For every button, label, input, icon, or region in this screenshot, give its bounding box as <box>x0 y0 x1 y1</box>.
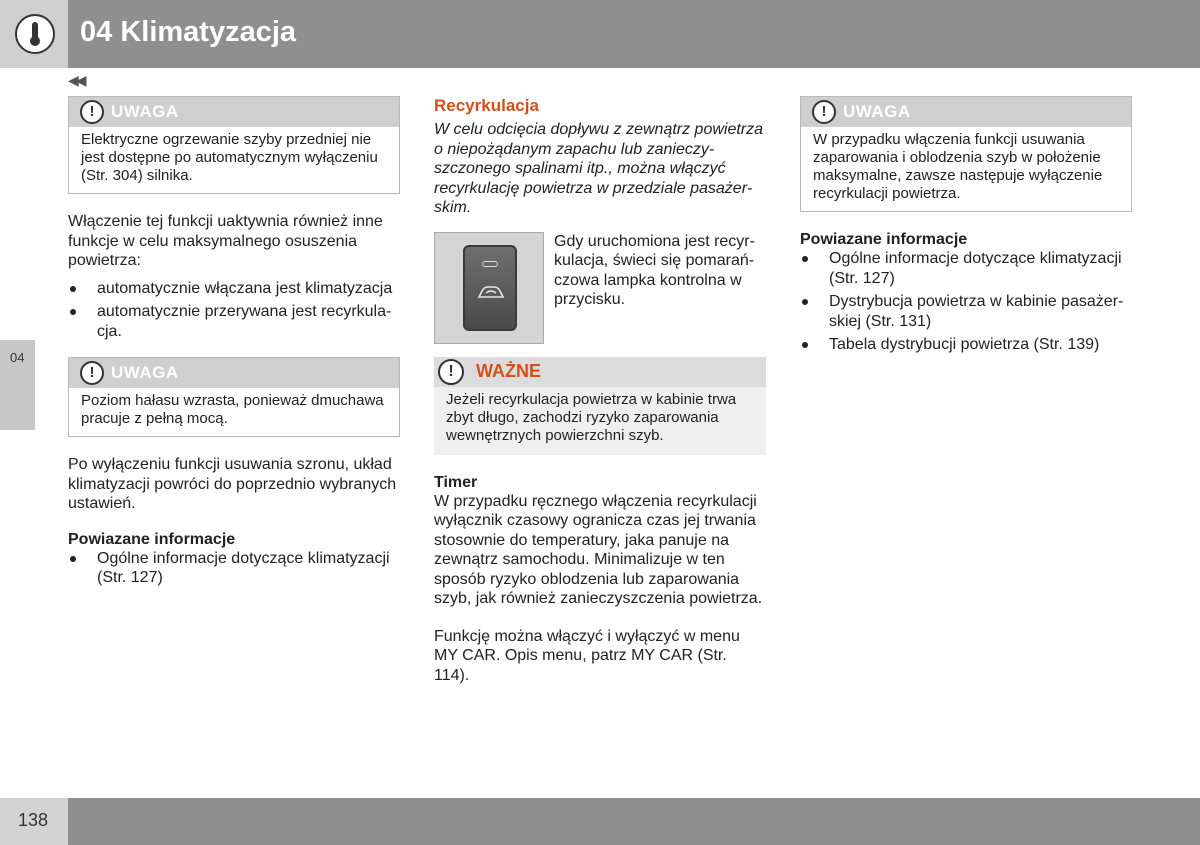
note-text: W przypadku włączenia funkcji usuwania zaparowania i oblodzenia szyb w położenie maksymalne, zawsze następuje wyłączenie recyrkulacji powietrza. <box>813 131 1103 202</box>
previous-page-link[interactable]: ◀◀ <box>68 72 84 88</box>
exclamation-icon: ! <box>812 100 836 124</box>
column-right <box>800 96 1132 359</box>
related-link[interactable]: Ogólne informacje dotyczące klimatyzacji (Str. 127) <box>800 249 1132 288</box>
section-heading: Recyrkulacja <box>434 96 539 115</box>
thermometer-icon <box>15 14 55 54</box>
intro-text: W celu odcięcia dopływu z zewnątrz powietrza o niepożądanym zapachu lub zanieczyszczonego spalinami itp., można włączyć recyrkulację powietrza w przedziale pasażerskim. <box>434 121 764 216</box>
page-number-box <box>0 798 68 845</box>
note-header <box>69 358 399 388</box>
related-info-heading: Powiazane informacje <box>68 530 236 548</box>
page-number: 138 <box>18 810 49 830</box>
exclamation-icon: ! <box>438 359 464 385</box>
related-link[interactable]: Dystrybucja powietrza w kabinie pasażerskiej (Str. 131) <box>800 292 1132 331</box>
note-text: Poziom hałasu wzrasta, ponieważ dmuchawa pracuje z pełną mocą. <box>81 392 384 427</box>
note-header <box>69 97 399 127</box>
figure <box>434 232 766 357</box>
subheading: Timer <box>434 473 478 491</box>
related-info-list <box>800 249 1132 355</box>
note-text: Elektryczne ogrzewanie szyby przedniej nie jest dostępne po automatycznym wyłączeniu (Str. 304) silnika. <box>81 131 378 184</box>
recirculation-button <box>463 245 517 331</box>
header-icon-box <box>0 0 68 68</box>
chapter-title: 04 Klimatyzacja <box>80 16 297 48</box>
recirculation-button-image <box>434 232 544 344</box>
related-info-list <box>68 549 400 588</box>
related-link[interactable]: Ogólne informacje dotyczące klimatyzacji (Str. 127) <box>68 549 400 588</box>
note-title: UWAGA <box>111 363 179 382</box>
note-box <box>68 357 400 437</box>
page-footer <box>0 798 1200 845</box>
note-box <box>68 96 400 194</box>
note-title: UWAGA <box>111 102 179 121</box>
warning-text: Jeżeli recyrkulacja powietrza w kabinie trwa zbyt długo, zachodzi ryzyko zaparowania wewnętrznych powierzchni szyb. <box>446 390 737 444</box>
column-left <box>68 96 400 592</box>
warning-title: WAŻNE <box>476 360 541 381</box>
chapter-tab[interactable] <box>0 340 35 430</box>
page-header <box>0 0 1200 68</box>
paragraph: Po wyłączeniu funkcji usuwania szronu, układ klimatyzacji powróci do poprzednio wybranych ustawień. <box>68 456 397 512</box>
warning-header <box>434 357 766 387</box>
related-info-heading: Powiazane informacje <box>800 231 968 248</box>
bullet-list <box>68 279 400 342</box>
paragraph: Funkcję można włączyć i wyłączyć w menu MY CAR. Opis menu, patrz MY CAR (Str. 114). <box>434 627 740 684</box>
exclamation-icon: ! <box>80 361 104 385</box>
related-link[interactable]: Tabela dystrybucji powietrza (Str. 139) <box>800 335 1132 355</box>
note-box <box>800 96 1132 212</box>
paragraph: Włączenie tej funkcji uaktywnia również inne funkcje w celu maksymalnego osuszenia powietrza: <box>68 213 383 269</box>
warning-box <box>434 357 766 455</box>
note-title: UWAGA <box>843 102 911 121</box>
recirculation-car-icon <box>476 283 506 301</box>
column-middle <box>434 96 766 685</box>
figure-caption: Gdy uruchomiona jest recyrkulacja, świeci się pomarańczowa lampka kontrolna w przycisku. <box>554 232 755 308</box>
exclamation-icon: ! <box>80 100 104 124</box>
chapter-tab-label: 04 <box>10 350 25 365</box>
list-item: automatycznie przerywana jest recyrkulacja. <box>68 302 400 341</box>
paragraph: W przypadku ręcznego włączenia recyrkulacji wyłącznik czasowy ogranicza czas jej trwania stosownie do temperatury, jaka panuje na zewnątrz samochodu. Minimalizuje w ten sposób ryzyko oblodzenia lub zaparowania szyb, jak również zanieczyszczenia powietrza. <box>434 492 763 607</box>
list-item: automatycznie włączana jest klimatyzacja <box>68 279 400 299</box>
indicator-lamp <box>482 261 498 267</box>
note-header <box>801 97 1131 127</box>
